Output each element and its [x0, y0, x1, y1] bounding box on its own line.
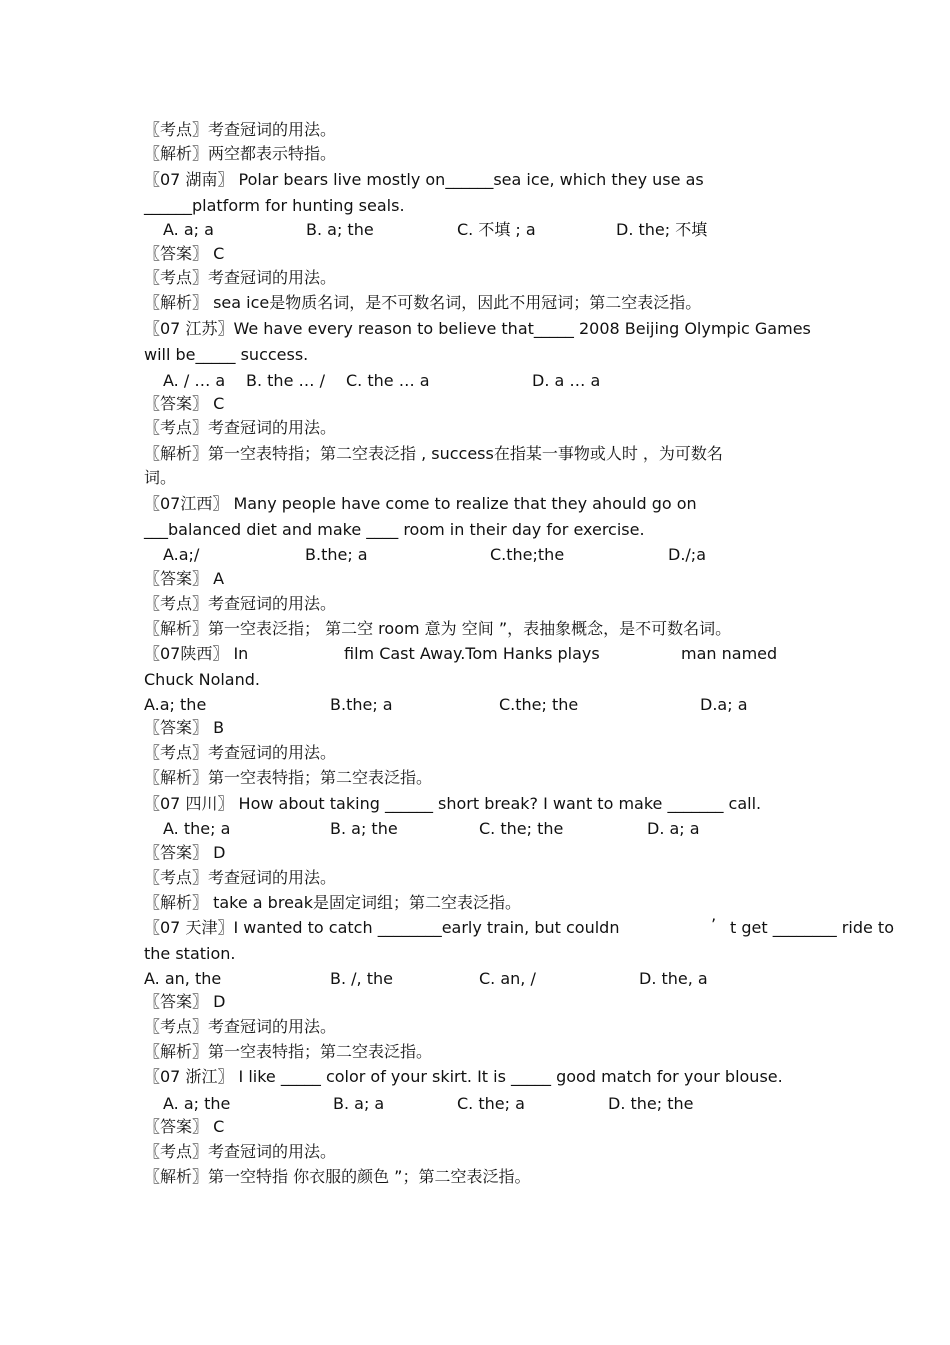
text-line: 〖解析〗第一空表特指；第二空表泛指。 — [144, 1042, 433, 1061]
text-line: 〖解析〗第一空特指 你衣服的颜色 ”；第二空表泛指。 — [144, 1167, 531, 1186]
option: C. 不填 ; a — [457, 220, 536, 239]
question-stem: film Cast Away.Tom Hanks plays — [344, 644, 600, 663]
text-line: 〖考点〗考查冠词的用法。 — [144, 268, 337, 287]
option: B. a; a — [333, 1094, 385, 1113]
option: A.a;/ — [163, 545, 200, 564]
option: C. the; the — [479, 819, 564, 838]
text-line: 〖考点〗考查冠词的用法。 — [144, 1017, 337, 1036]
option: C.the; the — [499, 695, 579, 714]
option: D. the, a — [639, 969, 708, 988]
option: A. / … a — [163, 371, 226, 390]
option: A. a; a — [163, 220, 214, 239]
apostrophe: ’ — [711, 915, 717, 934]
text-line: 词。 — [144, 468, 177, 487]
text-line: 〖解析〗第一空表特指；第二空表泛指 , success在指某一事物或人时 ，为可数名 — [144, 444, 723, 463]
question-stem: ______platform for hunting seals. — [144, 196, 405, 215]
question-stem: 〖07 四川〗 How about taking ______ short break? I want to make _______ call. — [144, 794, 762, 813]
option: D. a; a — [647, 819, 700, 838]
option: B.the; a — [305, 545, 368, 564]
option: B.the; a — [330, 695, 393, 714]
answer-line: 〖答案〗 C — [144, 394, 225, 413]
option: C. the; a — [457, 1094, 525, 1113]
option: D.a; a — [700, 695, 748, 714]
option: C. the … a — [346, 371, 430, 390]
option: B. a; the — [306, 220, 374, 239]
text-line: 〖考点〗考查冠词的用法。 — [144, 418, 337, 437]
question-stem: 〖07江西〗 Many people have come to realize that they ahould go on — [144, 494, 697, 513]
question-stem: 〖07陕西〗 In — [144, 644, 249, 663]
option: D. the; 不填 — [616, 220, 708, 239]
question-stem: the station. — [144, 944, 236, 963]
option: C. an, / — [479, 969, 536, 988]
answer-line: 〖答案〗 A — [144, 569, 225, 588]
text-line: 〖解析〗第一空表泛指； 第二空 room 意为 空间 ”，表抽象概念，是不可数名词。 — [144, 619, 732, 638]
answer-line: 〖答案〗 D — [144, 992, 226, 1011]
option: B. /, the — [330, 969, 393, 988]
option: A. a; the — [163, 1094, 231, 1113]
answer-line: 〖答案〗 C — [144, 244, 225, 263]
question-stem: will be_____ success. — [144, 345, 309, 364]
question-stem: t get ________ ride to — [730, 918, 894, 937]
text-line: 〖考点〗考查冠词的用法。 — [144, 743, 337, 762]
text-line: 〖解析〗第一空表特指；第二空表泛指。 — [144, 768, 433, 787]
text-line: 〖考点〗考查冠词的用法。 — [144, 868, 337, 887]
option: D. the; the — [608, 1094, 694, 1113]
option: A. the; a — [163, 819, 231, 838]
text-line: 〖考点〗考查冠词的用法。 — [144, 1142, 337, 1161]
question-stem: ___balanced diet and make ____ room in their day for exercise. — [144, 520, 645, 539]
question-stem: 〖07 江苏〗We have every reason to believe that_____ 2008 Beijing Olympic Games — [144, 319, 811, 338]
option: B. the … / — [246, 371, 325, 390]
text-line: 〖考点〗考查冠词的用法。 — [144, 120, 337, 139]
answer-line: 〖答案〗 C — [144, 1117, 225, 1136]
question-stem: Chuck Noland. — [144, 670, 260, 689]
question-stem: man named — [681, 644, 778, 663]
text-line: 〖解析〗 sea ice是物质名词，是不可数名词，因此不用冠词；第二空表泛指。 — [144, 293, 702, 312]
question-stem: 〖07 浙江〗 I like _____ color of your skirt. It is _____ good match for your blouse. — [144, 1067, 783, 1086]
option: D./;a — [668, 545, 706, 564]
answer-line: 〖答案〗 D — [144, 843, 226, 862]
option: A. an, the — [144, 969, 222, 988]
question-stem: 〖07 天津〗I wanted to catch ________early train, but couldn — [144, 918, 620, 937]
answer-line: 〖答案〗 B — [144, 718, 225, 737]
question-stem: 〖07 湖南〗 Polar bears live mostly on______sea ice, which they use as — [144, 170, 704, 189]
text-line: 〖解析〗两空都表示特指。 — [144, 144, 337, 163]
option: C.the;the — [490, 545, 565, 564]
option: A.a; the — [144, 695, 207, 714]
text-line: 〖考点〗考查冠词的用法。 — [144, 594, 337, 613]
option: D. a … a — [532, 371, 601, 390]
text-line: 〖解析〗 take a break是固定词组；第二空表泛指。 — [144, 893, 521, 912]
option: B. a; the — [330, 819, 398, 838]
